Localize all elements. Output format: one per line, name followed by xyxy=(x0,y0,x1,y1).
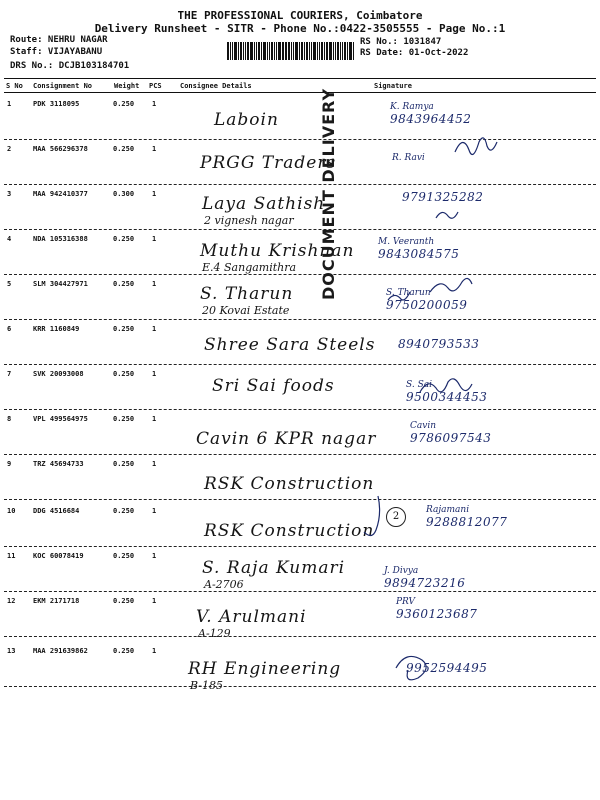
signature-phone: 9894723216 xyxy=(384,576,466,590)
row-weight: 0.250 xyxy=(113,507,135,515)
signature-stroke xyxy=(364,496,380,536)
row-pcs: 1 xyxy=(152,647,157,655)
drs-number: DRS No.: DCJB103184701 xyxy=(10,61,130,71)
row-consignee-address: E.4 Sangamithra xyxy=(202,261,297,274)
row-pcs: 1 xyxy=(152,100,157,108)
row-consignment-no: MAA 291639862 xyxy=(33,647,88,655)
row-weight: 0.250 xyxy=(113,235,135,243)
row-sno: 5 xyxy=(7,280,12,288)
signature-stroke xyxy=(396,656,426,679)
row-weight: 0.300 xyxy=(113,190,135,198)
row-sno: 1 xyxy=(7,100,12,108)
row-consignee-address: 2 vignesh nagar xyxy=(204,214,294,227)
row-consignee-name: Laboin xyxy=(214,110,279,130)
route-label: Route: NEHRU NAGAR xyxy=(10,35,108,45)
row-weight: 0.250 xyxy=(113,415,135,423)
signature-phone: 9500344453 xyxy=(406,390,488,404)
row-sno: 11 xyxy=(7,552,16,560)
signature-name: Rajamani xyxy=(426,505,470,515)
signature-phone: 8940793533 xyxy=(398,337,480,351)
signature-stroke xyxy=(455,138,497,155)
row-weight: 0.250 xyxy=(113,100,135,108)
row-consignee-name: Sri Sai foods xyxy=(212,376,335,396)
row-sno: 3 xyxy=(7,190,12,198)
row-consignment-no: SVK 20093008 xyxy=(33,370,84,378)
row-weight: 0.250 xyxy=(113,325,135,333)
col-weight: Weight xyxy=(114,82,140,90)
row-pcs: 1 xyxy=(152,460,157,468)
row-consignee-name: S. Tharun xyxy=(200,284,294,304)
signature-name: R. Ravi xyxy=(392,153,425,163)
row-sno: 6 xyxy=(7,325,12,333)
signature-phone: 9952594495 xyxy=(406,661,488,675)
signature-phone: 9843964452 xyxy=(390,112,472,126)
col-sno: S No xyxy=(6,82,23,90)
row-weight: 0.250 xyxy=(113,552,135,560)
col-signature: Signature xyxy=(374,82,412,90)
row-sno: 9 xyxy=(7,460,12,468)
row-consignee-name: V. Arulmani xyxy=(196,607,307,627)
signature-phone: 9750200059 xyxy=(386,298,468,312)
row-consignment-no: DDG 4516684 xyxy=(33,507,80,515)
signature-phone: 9360123687 xyxy=(396,607,478,621)
row-consignment-no: MAA 942410377 xyxy=(33,190,88,198)
row-consignee-name: Shree Sara Steels xyxy=(204,335,376,355)
row-weight: 0.250 xyxy=(113,280,135,288)
row-consignee-name: Laya Sathish xyxy=(202,194,326,214)
col-consignment: Consignment No xyxy=(33,82,93,90)
row-sno: 8 xyxy=(7,415,12,423)
row-consignee-name: S. Raja Kumari xyxy=(202,558,346,578)
row-pcs: 1 xyxy=(152,507,157,515)
row-consignment-no: KOC 60078419 xyxy=(33,552,84,560)
row-weight: 0.250 xyxy=(113,647,135,655)
row-pcs: 1 xyxy=(152,415,157,423)
runsheet-subtitle: Delivery Runsheet - SITR - Phone No.:0422-3505555 - Page No.:1 xyxy=(94,22,506,35)
row-sno: 10 xyxy=(7,507,16,515)
signature-stroke xyxy=(420,379,472,392)
staff-label: Staff: VIJAYABANU xyxy=(10,47,103,57)
row-consignment-no: EKM 2171718 xyxy=(33,597,80,605)
signature-stroke xyxy=(436,212,458,218)
row-weight: 0.250 xyxy=(113,597,135,605)
signature-phone: 9288812077 xyxy=(426,515,508,529)
row-consignee-name: RH Engineering xyxy=(188,659,342,679)
signature-phone: 9786097543 xyxy=(410,431,492,445)
signature-phone: 9843084575 xyxy=(378,247,460,261)
row-pcs: 1 xyxy=(152,280,157,288)
row-consignee-name: RSK Construction xyxy=(204,521,375,541)
signature-name: PRV xyxy=(396,597,416,607)
row-consignee-address: B-185 xyxy=(190,679,223,692)
signature-name: K. Ramya xyxy=(390,102,434,112)
row-sno: 2 xyxy=(7,145,12,153)
signature-stroke xyxy=(430,278,472,292)
row-consignee-address: A-2706 xyxy=(204,578,244,591)
row-weight: 0.250 xyxy=(113,145,135,153)
row-weight: 0.250 xyxy=(113,460,135,468)
col-consignee: Consignee Details xyxy=(180,82,252,90)
row-consignment-no: NDA 105316388 xyxy=(33,235,88,243)
row-sno: 4 xyxy=(7,235,12,243)
row-consignment-no: TRZ 45694733 xyxy=(33,460,84,468)
row-pcs: 1 xyxy=(152,325,157,333)
row-consignee-name: Cavin 6 KPR nagar xyxy=(196,429,377,449)
row-pcs: 1 xyxy=(152,552,157,560)
row-consignment-no: SLM 304427971 xyxy=(33,280,88,288)
row-consignment-no: VPL 499564975 xyxy=(33,415,88,423)
row-consignee-address: A-129 xyxy=(198,627,231,640)
col-pcs: PCS xyxy=(149,82,162,90)
row-sno: 12 xyxy=(7,597,16,605)
signature-phone: 9791325282 xyxy=(402,190,484,204)
circled-number-mark: 2 xyxy=(386,507,406,527)
row-sno: 7 xyxy=(7,370,12,378)
signature-name: J. Divya xyxy=(384,566,419,576)
signature-name: Cavin xyxy=(410,421,437,431)
signature-name: S. Sai xyxy=(406,380,432,390)
row-sno: 13 xyxy=(7,647,16,655)
signature-stroke xyxy=(388,292,410,300)
row-consignee-name: Muthu Krishnan xyxy=(200,241,355,261)
rs-date: RS Date: 01-Oct-2022 xyxy=(360,48,469,58)
row-consignment-no: KRR 1160849 xyxy=(33,325,80,333)
row-consignee-address: 20 Kovai Estate xyxy=(202,304,290,317)
row-pcs: 1 xyxy=(152,235,157,243)
runsheet-title: THE PROFESSIONAL COURIERS, Coimbatore xyxy=(177,9,423,22)
row-consignee-name: RSK Construction xyxy=(204,474,375,494)
row-pcs: 1 xyxy=(152,370,157,378)
row-weight: 0.250 xyxy=(113,370,135,378)
document-delivery-stamp: DOCUMENT DELIVERY xyxy=(319,87,338,300)
signature-name: M. Veeranth xyxy=(378,237,435,247)
signature-name: S. Tharun xyxy=(386,288,431,298)
row-consignment-no: MAA 566296378 xyxy=(33,145,88,153)
row-consignee-name: PRGG Traders xyxy=(200,153,337,173)
row-consignment-no: PDK 3118095 xyxy=(33,100,80,108)
row-pcs: 1 xyxy=(152,190,157,198)
row-pcs: 1 xyxy=(152,597,157,605)
row-pcs: 1 xyxy=(152,145,157,153)
rs-number: RS No.: 1031847 xyxy=(360,37,442,47)
